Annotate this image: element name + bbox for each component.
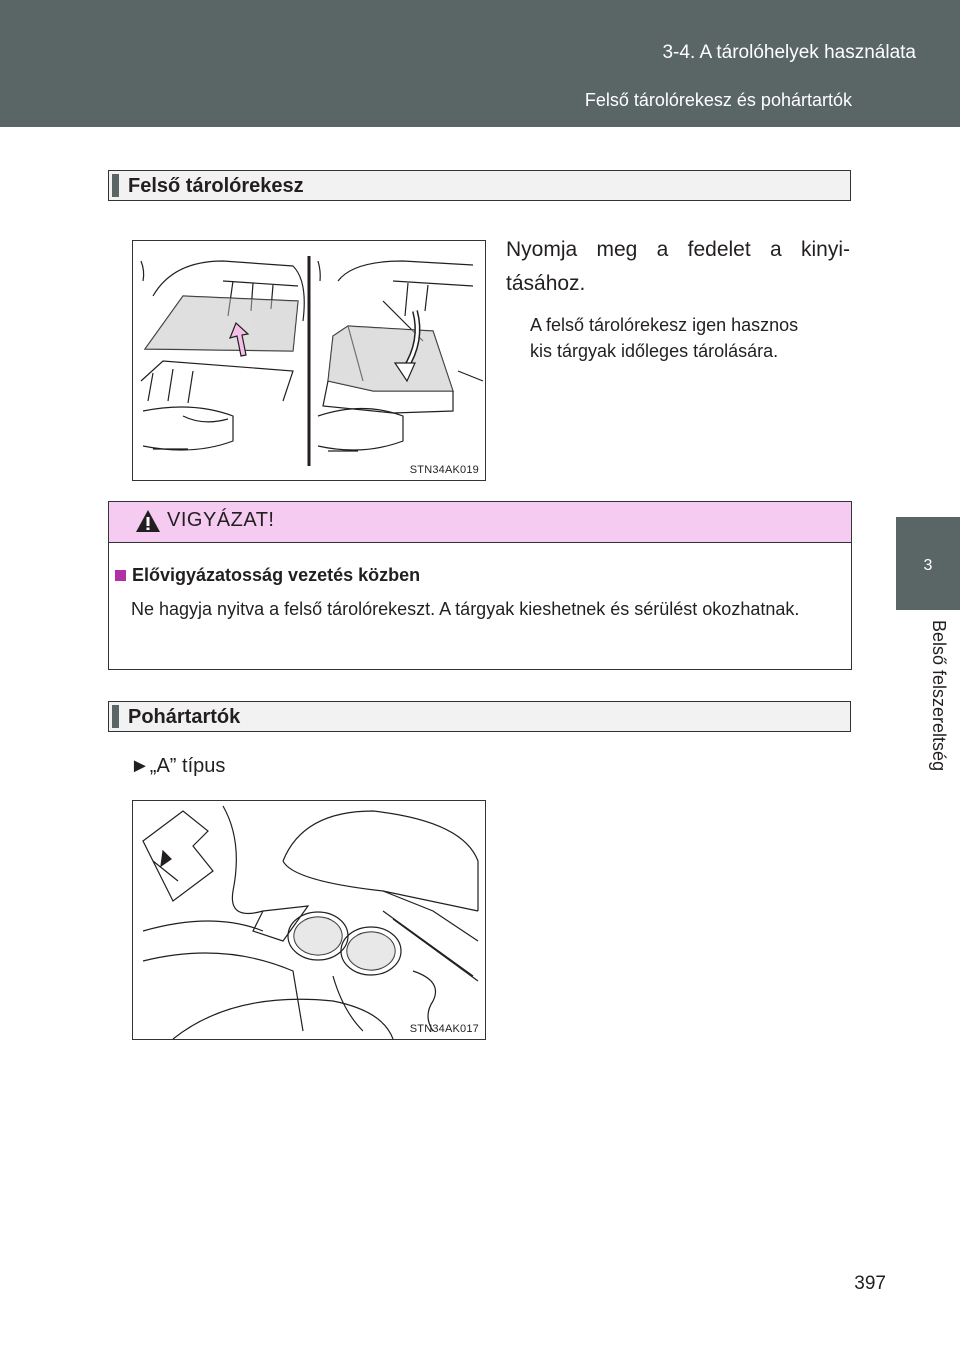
chapter-tab-number: 3 (923, 557, 933, 574)
overhead-console-illustration (132, 240, 486, 481)
caution-header (109, 502, 851, 543)
section-heading-text: Felső tárolórekesz (128, 175, 304, 197)
instruction-line-1 (506, 233, 850, 267)
instruction-line-2: tásához. (506, 272, 586, 295)
triangle-bullet-icon: ► (130, 755, 150, 777)
cup-holder-drawing (133, 801, 485, 1039)
type-label-text: „A” típus (149, 755, 226, 777)
cup-holder-illustration (132, 800, 486, 1040)
chapter-title: 3-4. A tárolóhelyek használata (662, 42, 916, 63)
note-line-2: kis tárgyak időleges tárolására. (530, 341, 779, 361)
section-heading-text: Pohártartók (128, 706, 241, 728)
page-number: 397 (854, 1273, 886, 1294)
warning-icon (135, 509, 161, 533)
section-heading-cup-holders (108, 701, 851, 732)
page-header (0, 0, 960, 127)
caution-subtitle-text: Elővigyázatosság vezetés közben (132, 565, 421, 585)
bullet-square-icon (115, 570, 126, 581)
caution-body: Ne hagyja nyitva a felső tárolórekeszt. A tárgyak kieshetnek és sérülést okozhatnak. (131, 599, 800, 619)
figure-id: STN34AK017 (409, 1023, 479, 1035)
note-text (530, 312, 798, 364)
chapter-tab (896, 517, 960, 610)
caution-subtitle (115, 565, 420, 586)
section-title: Felső tárolórekesz és pohártartók (584, 90, 852, 110)
overhead-console-drawing (133, 241, 485, 480)
chapter-tab-label-box (896, 612, 960, 792)
chapter-tab-label: Belső felszereltség (929, 620, 949, 772)
caution-box (108, 501, 852, 670)
figure-id: STN34AK019 (409, 464, 479, 476)
type-label (130, 755, 225, 778)
caution-title: VIGYÁZAT! (167, 509, 275, 531)
section-heading-overhead-console (108, 170, 851, 201)
instruction-text (506, 233, 850, 301)
instruction-line-1-text: Nyomja meg a fedelet a kinyi- (506, 238, 850, 261)
note-line-1: A felső tárolórekesz igen hasznos (530, 315, 799, 335)
